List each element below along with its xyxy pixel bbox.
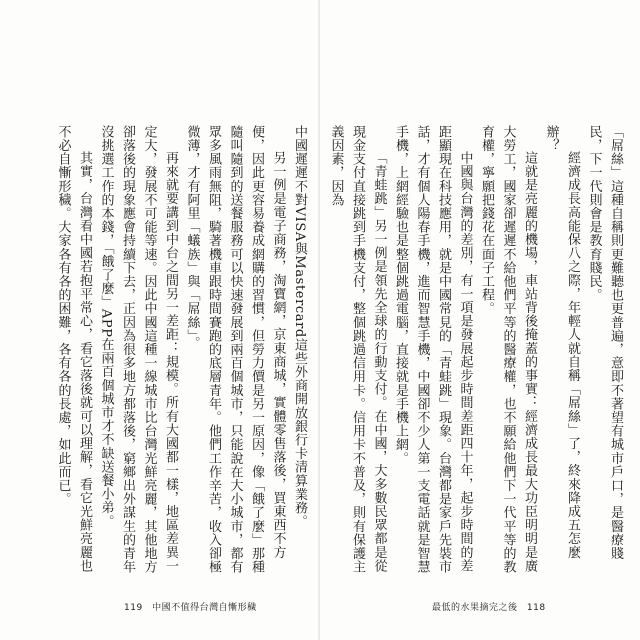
left-page-body [18, 125, 310, 585]
left-page-footer [118, 600, 257, 613]
page-number: 119 [124, 603, 143, 613]
paragraph: 經濟成長高能保八之際，年輕人就自稱「屌絲」了，終來降成五怎麼辦？ [543, 125, 580, 559]
paragraph: 其實，台灣看中國若抱平常心，看它落後就可以理解，看它光鮮亮麗也不必自慚形穢。大家各有各的困難，各有各的長處，如此而已。 [55, 125, 92, 573]
paragraph: 再來就要講到中台之間另一差距：規模。所有大國都一樣，地區差異一定大，發展不可能等速。因此中國這種一線城市比台灣光鮮亮麗，其他地方卻落後的現象應會持續下去，正因為很多地方都落後，窮鄉出外謀生的青年沒挑選工作的本錢，「餓了麼」APP在兩百個城市才不缺送餐小弟。 [98, 125, 178, 574]
paragraph: 「屌絲」這種自稱則更難聽也更普遍，意即不著望有城市戶口，是醫療賤民，下一代則會是教育賤民。 [586, 125, 623, 561]
running-head: 最低的水果摘完之後 [432, 603, 518, 613]
paragraph: 中國與台灣的差別，有一項是發展起步時間差距四十年，起步時間的差距顯現在科技應用，就是中國常見的「青蛙跳」現象。台灣都是家戶先裝市話，才有個人陽春手機，進而智慧手機，中國卻不少人第一支電話就是智慧手機，上網經驗也是整個跳過電腦，直接就是手機上網。 [393, 125, 473, 574]
paragraph: 這就是亮麗的機場，車站背後掩蓋的事實：經濟成長最大功臣明明是廣大勞工，國家卻遲遲不給他們平等的醫療權，也不願給他們下一代平等的教育權，寧願把錢花在面子工程。 [479, 125, 537, 574]
right-page-footer [432, 600, 552, 613]
paragraph: 中國遲遲不對VISA與Mastercard這些外商開放銀行卡清算業務。 [292, 125, 307, 529]
paragraph: 另一例是電子商務，淘寶網，京東商城，實體零售落後，買東西不方便，因此更容易養成網購的習慣，但勞力價是另一原因，像「餓了麼」那種隨叫隨到的送餐服務可以快速發展到兩百個城市，只能說在大小城市，都有眾多風雨無阻，騎著機車跟時間賽跑的底層青年。他們工作辛苦，收入卻極微薄，才有阿里「蟻族」與「屌絲」。 [184, 125, 286, 574]
paragraph: 「青蛙跳」另一例是領先全球的行動支付。在中國，大多數民眾都是從現金支付直接跳到手機支付，整個跳過信用卡。信用卡不普及，則有保護主義因素，因為 [328, 125, 387, 574]
page-number: 118 [526, 603, 546, 613]
right-page-body [328, 125, 626, 585]
running-head: 中國不值得台灣自慚形穢 [152, 603, 257, 613]
